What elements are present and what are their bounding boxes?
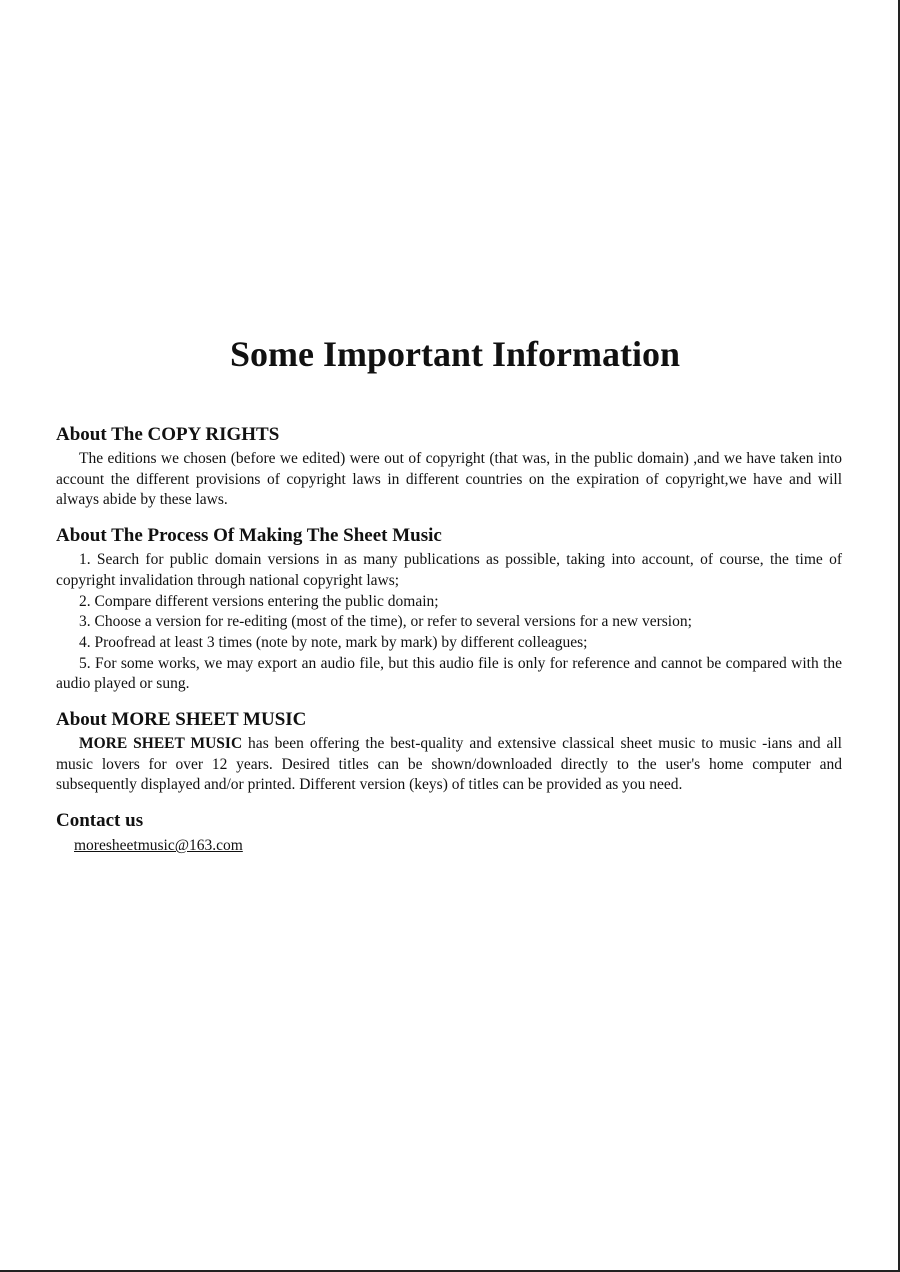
contact-section bbox=[56, 808, 842, 857]
contact-heading: Contact us bbox=[56, 810, 144, 832]
process-section bbox=[56, 523, 842, 695]
process-step: 3. Choose a version for re-editing (most of the time), or refer to several versions for a new version; bbox=[79, 613, 692, 631]
about-section bbox=[56, 707, 842, 796]
copyright-section bbox=[56, 422, 842, 511]
page-title: Some Important Information bbox=[230, 334, 680, 374]
copyright-heading: About The COPY RIGHTS bbox=[56, 424, 280, 445]
about-text: has been offering the best-quality and extensive classical sheet music to music -ians and all music lovers for over 12 years. Desired titles can be shown/downloaded directly to the user's home computer and subsequently displayed and/or printed. Different version (keys) of titles can be provided as you need. bbox=[56, 735, 842, 794]
contact-email-link[interactable]: moresheetmusic@163.com bbox=[74, 837, 243, 855]
process-step: 4. Proofread at least 3 times (note by note, mark by mark) by different colleagues; bbox=[79, 633, 588, 651]
document-body bbox=[56, 422, 842, 869]
about-paragraph bbox=[56, 734, 842, 796]
brand-name: MORE SHEET MUSIC bbox=[79, 735, 243, 753]
copyright-paragraph: The editions we chosen (before we edited) were out of copyright (that was, in the public domain) ,and we have taken into account the different provisions of copyright laws in different countries on the expiration of copyright,we have and will always abide by these laws. bbox=[56, 450, 842, 509]
process-heading: About The Process Of Making The Sheet Music bbox=[56, 525, 442, 547]
about-heading: About MORE SHEET MUSIC bbox=[56, 709, 307, 731]
process-step: 2. Compare different versions entering the public domain; bbox=[79, 592, 439, 610]
process-step: 5. For some works, we may export an audio file, but this audio file is only for reference and cannot be compared with the audio played or sung. bbox=[56, 654, 842, 693]
process-step: 1. Search for public domain versions in as many publications as possible, taking into account, of course, the time of copyright invalidation through national copyright laws; bbox=[56, 551, 842, 589]
